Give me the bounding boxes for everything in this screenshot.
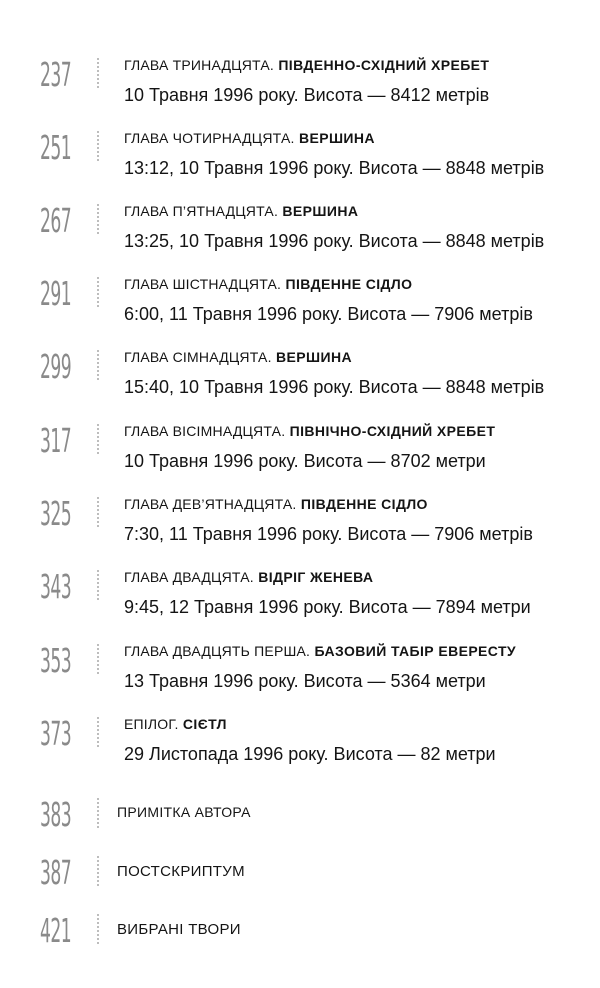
section-title: ПРИМІТКА АВТОРА xyxy=(117,804,251,820)
chapter-title: БАЗОВИЙ ТАБІР ЕВЕРЕСТУ xyxy=(314,643,517,659)
dotted-leader xyxy=(97,717,101,747)
page-number: 373 xyxy=(40,714,72,753)
chapter-label: ГЛАВА П’ЯТНАДЦЯТА. xyxy=(124,203,279,219)
section-title: ПОСТСКРИПТУМ xyxy=(117,863,245,880)
dotted-leader xyxy=(97,204,101,234)
chapter-label: ГЛАВА ВІСІМНАДЦЯТА. xyxy=(124,423,286,439)
dotted-leader xyxy=(97,856,101,886)
chapter-date: 29 Листопада 1996 року. Висота — 82 метри xyxy=(124,744,496,764)
dotted-leader xyxy=(97,914,101,944)
chapter-date: 6:00, 11 Травня 1996 року. Висота — 7906 метрів xyxy=(124,304,533,324)
page-number: 317 xyxy=(40,421,72,460)
page-number: 251 xyxy=(40,128,72,167)
chapter-title: ПІВДЕННЕ СІДЛО xyxy=(285,276,413,292)
page-number: 353 xyxy=(40,641,72,680)
chapter-title: ПІВДЕННЕ СІДЛО xyxy=(300,496,428,512)
dotted-leader xyxy=(97,644,101,674)
chapter-title: ПІВНІЧНО-СХІДНИЙ ХРЕБЕТ xyxy=(289,423,496,439)
chapter-title: ВЕРШИНА xyxy=(298,130,375,146)
page-number: 237 xyxy=(40,55,72,94)
chapter-heading xyxy=(124,497,428,512)
chapter-heading xyxy=(124,424,495,439)
page-number: 267 xyxy=(40,201,72,240)
chapter-heading xyxy=(124,644,516,659)
dotted-leader xyxy=(97,424,101,454)
chapter-date: 13:25, 10 Травня 1996 року. Висота — 8848 метрів xyxy=(124,231,545,251)
dotted-leader xyxy=(97,497,101,527)
chapter-title: ВЕРШИНА xyxy=(276,349,352,365)
chapter-date: 13 Травня 1996 року. Висота — 5364 метри xyxy=(124,671,486,691)
chapter-label: ГЛАВА ДЕВ’ЯТНАДЦЯТА. xyxy=(124,496,297,512)
dotted-leader xyxy=(97,131,101,161)
chapter-title: ВЕРШИНА xyxy=(282,203,359,219)
page-number: 343 xyxy=(40,567,72,606)
chapter-label: ГЛАВА ДВАДЦЯТА. xyxy=(124,569,254,585)
chapter-heading xyxy=(124,350,352,365)
dotted-leader xyxy=(97,798,101,828)
chapter-heading xyxy=(124,58,489,73)
dotted-leader xyxy=(97,58,101,88)
chapter-label: ГЛАВА ЧОТИРНАДЦЯТА. xyxy=(124,130,295,146)
page-number: 387 xyxy=(40,853,72,892)
page-number: 383 xyxy=(40,795,72,834)
chapter-heading xyxy=(124,204,358,219)
page-number: 325 xyxy=(40,494,72,533)
dotted-leader xyxy=(97,277,101,307)
chapter-date: 13:12, 10 Травня 1996 року. Висота — 8848 метрів xyxy=(124,158,545,178)
chapter-heading xyxy=(124,131,375,146)
chapter-label: ГЛАВА СІМНАДЦЯТА. xyxy=(124,349,272,365)
chapter-date: 9:45, 12 Травня 1996 року. Висота — 7894 метри xyxy=(124,597,531,617)
chapter-title: ПІВДЕННО-СХІДНИЙ ХРЕБЕТ xyxy=(278,57,490,73)
dotted-leader xyxy=(97,350,101,380)
chapter-label: ГЛАВА ТРИНАДЦЯТА. xyxy=(124,57,274,73)
chapter-heading xyxy=(124,570,373,585)
chapter-date: 15:40, 10 Травня 1996 року. Висота — 8848 метрів xyxy=(124,377,545,397)
chapter-heading xyxy=(124,717,227,732)
dotted-leader xyxy=(97,570,101,600)
chapter-heading xyxy=(124,277,412,292)
chapter-title: ВІДРІГ ЖЕНЕВА xyxy=(258,569,374,585)
chapter-date: 7:30, 11 Травня 1996 року. Висота — 7906 метрів xyxy=(124,524,533,544)
section-title: ВИБРАНІ ТВОРИ xyxy=(117,921,241,938)
chapter-date: 10 Травня 1996 року. Висота — 8702 метри xyxy=(124,451,486,471)
chapter-label: ГЛАВА ДВАДЦЯТЬ ПЕРША. xyxy=(124,643,311,659)
chapter-date: 10 Травня 1996 року. Висота — 8412 метрів xyxy=(124,85,490,105)
chapter-label: ЕПІЛОГ. xyxy=(124,716,179,732)
chapter-label: ГЛАВА ШІСТНАДЦЯТА. xyxy=(124,276,282,292)
page-number: 291 xyxy=(40,274,72,313)
page-number: 421 xyxy=(40,911,72,950)
chapter-title: СІЄТЛ xyxy=(182,716,227,732)
page-number: 299 xyxy=(40,347,72,386)
